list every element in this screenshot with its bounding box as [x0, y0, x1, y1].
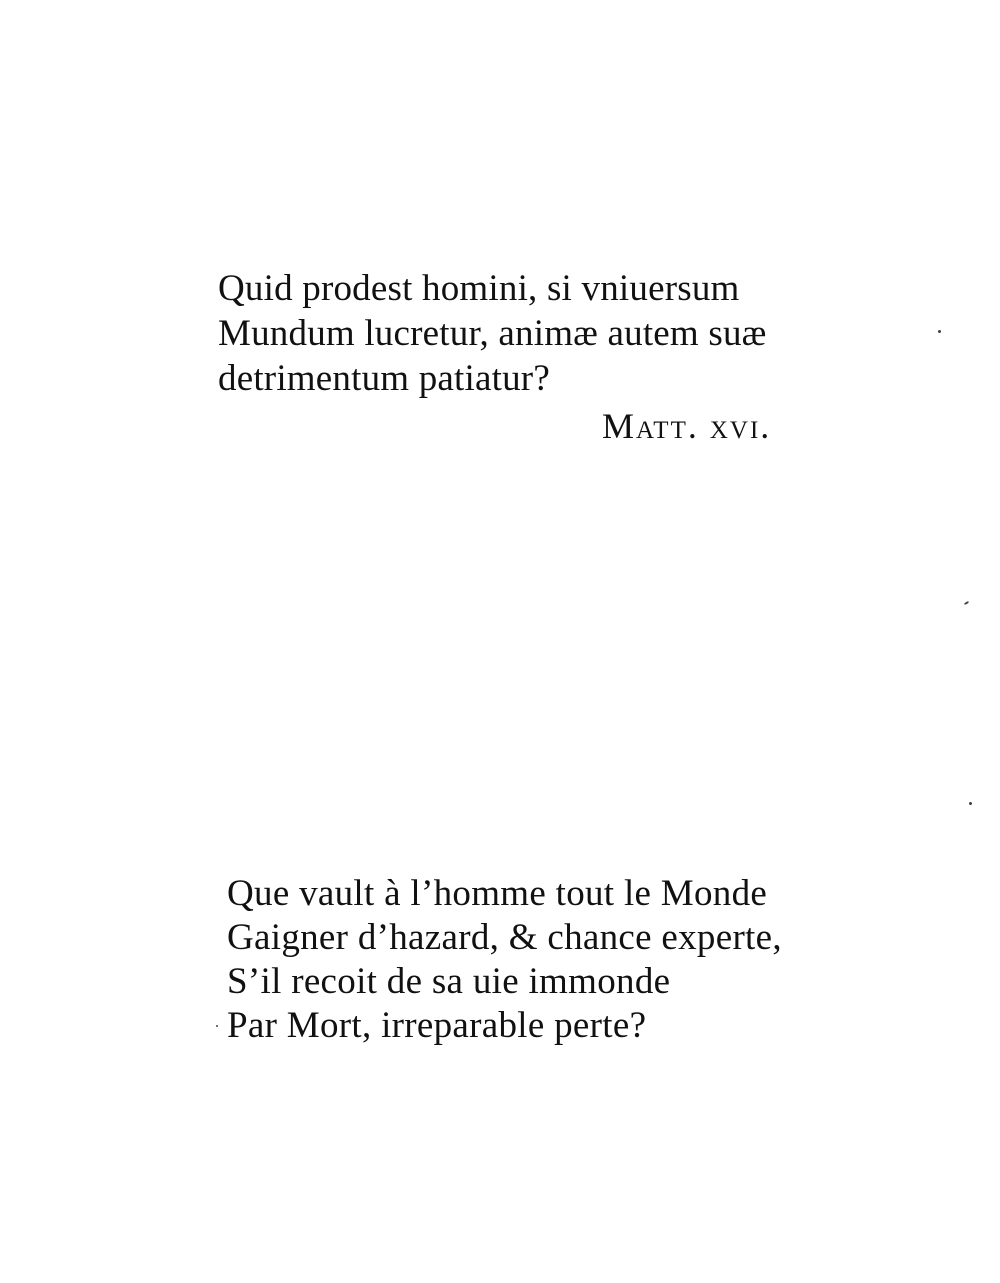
epigraph-line: Quid prodest homini, si vniuersum	[218, 268, 740, 309]
latin-epigraph	[218, 266, 858, 401]
verse-line: Que vault à l’homme tout le Monde	[227, 873, 768, 914]
scripture-citation: Matt. xvi.	[602, 406, 772, 446]
verse-line: S’il recoit de sa uie immonde	[227, 961, 671, 1002]
verse-line: Par Mort, irreparable perte?	[227, 1005, 647, 1046]
verse-line: Gaigner d’hazard, & chance experte,	[227, 917, 782, 958]
scan-speck	[964, 601, 969, 605]
french-verse	[227, 872, 907, 1048]
scan-speck	[969, 802, 972, 805]
epigraph-line: detrimentum patiatur?	[218, 358, 550, 399]
scan-speck	[216, 1025, 218, 1027]
epigraph-line: Mundum lucretur, animæ autem suæ	[218, 313, 767, 354]
scan-speck	[938, 330, 941, 333]
